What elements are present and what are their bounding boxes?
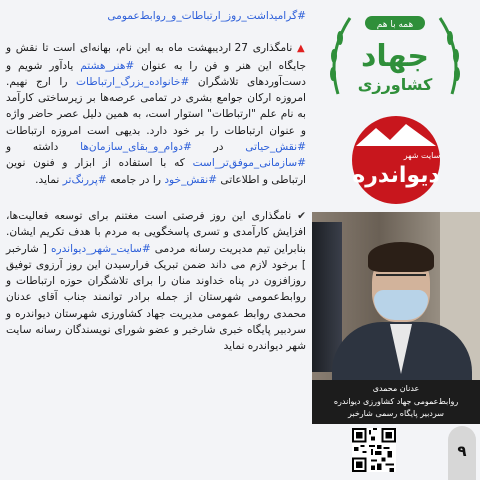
paragraph-text: را در جامعه: [106, 173, 165, 186]
paragraph-text: را ارج نهیم. امروزه ارکان جوامع بشری در تمامی عرصه‌ها بر زیرساختی کارآمد به نام علم "ارتباطات" استوار است، به همین دلیل عصر حاضر واژه و عنوان ارتباطات را بر خود دارد. بدیهی است امروزه ارتباطات: [6, 75, 306, 137]
paragraph-text: نامگذاری 27 اردیبهشت ماه به این نام، بهانه‌ای است تا نقش و جایگاه این هنر و فن را به عنوان: [6, 42, 306, 72]
paragraph-text: که با استفاده از ابزار و فنون نوین ارتباطی و اطلاعاتی: [6, 157, 306, 186]
caption-role: روابط‌عمومی جهاد کشاورزی دیواندره: [333, 396, 459, 406]
jahad-top-label: همه با هم: [376, 20, 414, 30]
hashtag-link[interactable]: #نقش_خود: [164, 173, 218, 186]
caption-editor: سردبیر پایگاه رسمی شارخبر: [348, 409, 444, 418]
hashtag-link[interactable]: #سازمانی_موفق‌تر_است: [192, 157, 306, 170]
paragraph-text: نماید.: [35, 173, 63, 186]
divandareh-small-label: سایت شهر: [403, 151, 441, 160]
divandareh-site-logo: [326, 112, 466, 207]
paragraph-text: [ شارخبر ] برخود لازم می داند ضمن تبریک فرارسیدن این روز آرزوی توفیق روزافزون در پناه خداوند منان را برای تلاشگران حوزه ارتباطات و روابط‌عمومی شهرستان از جمله برادر توانمند جناب آقای عدنان محمدی روابط عمومی مدیریت جهاد کشاورزی شهرستان دیواندره و سردبیر پایگاه خبری شارخبر و عضو شورای نویسندگان رسانه سایت شهر دیواندره نماید: [6, 242, 306, 353]
photo-caption: [312, 380, 480, 424]
right-column: [308, 0, 480, 480]
post-text: [6, 8, 306, 474]
paragraph-2: [6, 208, 306, 355]
hashtag-link[interactable]: #سایت_شهر_دیواندره: [50, 242, 151, 255]
jahad-main-label: جهاد: [360, 39, 430, 74]
page-number-badge: ۹: [448, 426, 476, 480]
hashtag-link[interactable]: #خانواده_بزرگ_ارتباطات: [76, 75, 190, 88]
hashtag-link[interactable]: #نقش_حیاتی: [245, 141, 306, 154]
paragraph-text: در: [191, 141, 246, 154]
qr-code-icon[interactable]: [352, 428, 396, 472]
hashtag-link[interactable]: #هنر_هشتم: [80, 59, 135, 72]
paragraph-1: [6, 40, 306, 188]
hashtag-title[interactable]: #گرامیداشت_روز_ارتباطات_و_روابط‌عمومی: [107, 10, 306, 22]
paragraph-text: نامگذاری این روز فرصتی است مغتنم برای توسعه فعالیت‌ها، افزایش کارآمدی و تسری پاسخگویی به مردم با هدف تکریم ایشان. بنابراین تیم مدیریت رسانه مردمی: [6, 209, 306, 255]
paragraph-text: یادآور شویم و دست‌آوردهای تلاشگران: [6, 59, 306, 88]
paragraph-text: داشته و: [6, 141, 81, 154]
jahad-sub-label: کشاورزی: [357, 75, 433, 94]
check-icon: ✔: [297, 209, 306, 222]
caption-name: عدنان محمدی: [372, 384, 420, 393]
divandareh-main-label: دیواندره: [352, 163, 440, 188]
portrait-photo: [312, 212, 480, 380]
red-triangle-icon: ▲: [297, 43, 306, 55]
face-mask-shape: [374, 290, 428, 320]
jahad-keshavarzi-logo: [320, 4, 470, 104]
hashtag-link[interactable]: #پررنگ‌تر: [62, 173, 107, 186]
hashtag-link[interactable]: #دوام_و_بقای_سازمان‌ها: [80, 141, 192, 154]
